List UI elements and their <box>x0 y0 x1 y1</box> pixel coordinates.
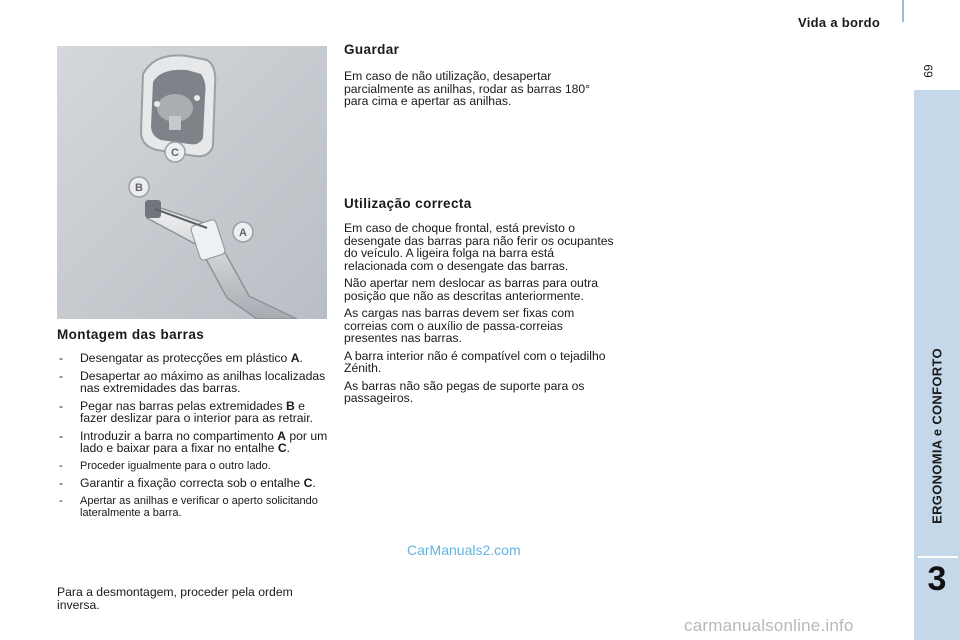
paragraph: Em caso de não utilização, desapertar parcialmente as anilhas, rodar as barras 180° para cima e apertar as anilhas. <box>344 69 591 108</box>
footer-watermark: carmanualsonline.info <box>684 616 854 635</box>
storage-compartment <box>141 55 215 156</box>
montagem-steps <box>57 352 332 525</box>
paragraph: As cargas nas barras devem ser fixas com correias com o auxílio de passa-correias presentes nas barras. <box>344 306 575 345</box>
page-number: 69 <box>921 64 935 78</box>
chapter-label: ERGONOMIA e CONFORTO <box>929 348 945 524</box>
list-item: - Pegar nas barras pelas extremidades B e fazer deslizar para o interior para as retrair. <box>59 398 314 425</box>
callout-a <box>233 222 253 242</box>
chapter-number: 3 <box>927 560 947 598</box>
guardar-title: Guardar <box>344 42 400 57</box>
site-watermark: CarManuals2.com <box>407 542 521 558</box>
chapter-divider <box>918 556 958 558</box>
montagem-closing: Para a desmontagem, proceder pela ordem inversa. <box>57 585 293 612</box>
svg-text:B: B <box>135 182 143 194</box>
list-item: - Desapertar ao máximo as anilhas localizadas nas extremidades das barras. <box>59 368 326 395</box>
list-item: - Introduzir a barra no compartimento A por um lado e baixar para a fixar no entalhe C. <box>59 428 328 455</box>
list-item: - Apertar as anilhas e verificar o aperto solicitando lateralmente a barra. <box>59 494 318 519</box>
header-title: Vida a bordo <box>798 15 881 30</box>
list-item: - Garantir a fixação correcta sob o entalhe C. <box>59 476 316 490</box>
paragraph: Não apertar nem deslocar as barras para outra posição que não as descritas anteriormente. <box>344 276 599 303</box>
svg-text:C: C <box>171 147 179 159</box>
guardar-text <box>344 70 616 113</box>
callout-c <box>165 142 185 162</box>
montagem-title: Montagem das barras <box>57 327 205 342</box>
roof-bar-illustration <box>57 46 327 319</box>
header-rule <box>902 0 904 22</box>
list-item: - Proceder igualmente para o outro lado. <box>59 459 271 472</box>
list-item: - Desengatar as protecções em plástico A. <box>59 351 303 365</box>
utilizacao-text <box>344 222 616 410</box>
svg-text:A: A <box>239 227 247 239</box>
roof-bar-drawing <box>57 46 327 319</box>
paragraph: A barra interior não é compatível com o tejadilho Zénith. <box>344 348 606 375</box>
callout-b <box>129 177 149 197</box>
paragraph: Em caso de choque frontal, está previsto o desengate das barras para não ferir os ocupantes do veículo. A ligeira folga na barra está relacionada com o desengate das barras. <box>344 221 614 273</box>
paragraph: As barras não são pegas de suporte para os passageiros. <box>344 378 585 405</box>
utilizacao-title: Utilização correcta <box>344 196 472 211</box>
